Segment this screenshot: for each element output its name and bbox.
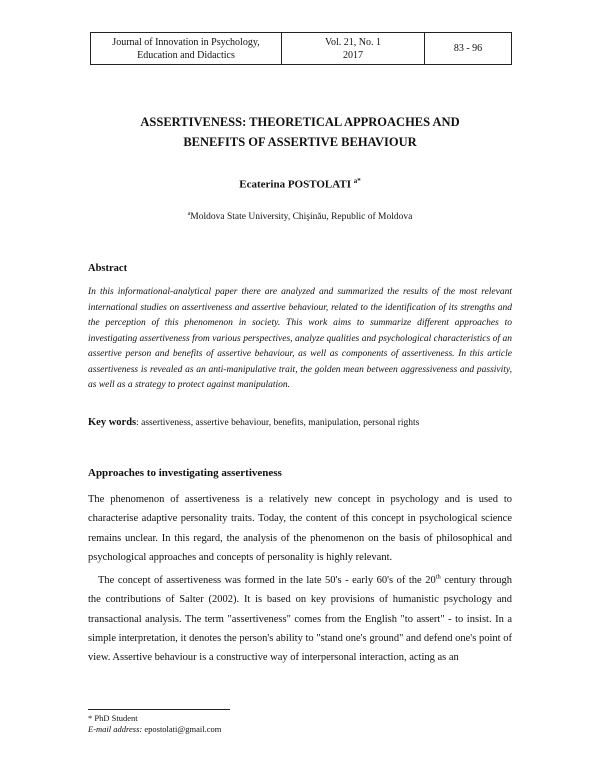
- ordinal-superscript: th: [435, 573, 441, 581]
- body-paragraph-2: [88, 571, 512, 667]
- affiliation-mark: a: [187, 211, 191, 217]
- paper-title: [60, 112, 540, 152]
- journal-name-cell: [91, 33, 282, 65]
- volume-issue: Vol. 21, No. 1: [325, 36, 381, 48]
- journal-name-line2: Education and Didactics: [137, 49, 235, 61]
- abstract-heading: Abstract: [88, 263, 128, 274]
- abstract-text: In this informational-analytical paper there are analyzed and summarized the results of the most relevant international studies on assertiveness and assertive behaviour, related to the identification of its strengths and the perception of this phenomenon in society. This work aims to summarize different approaches to investigating assertiveness from various perspectives, analyze qualities and psychological characteristics of an assertive person and benefits of assertive behaviour, as well as components of assertiveness. In this article assertiveness is revealed as an anti-manipulative trait, the golden mean between aggressiveness and passivity, as well as a strategy to protect against manipulation.: [88, 287, 512, 390]
- author-marks: a*: [353, 177, 361, 185]
- footnote: [88, 713, 221, 735]
- keywords: [88, 417, 512, 428]
- body-paragraph-1: The phenomenon of assertiveness is a relatively new concept in psychology and is used to characterise adaptive personality traits. Today, the content of this concept in psychological science remains unclear. In this regard, the analysis of the phenomenon on the basis of philosophical and psychological approaches and concepts of personality is highly relevant.: [88, 494, 512, 563]
- keywords-label: Key words: [88, 417, 137, 428]
- paragraph-2-part-a: The concept of assertiveness was formed in the late 50's - early 60's of the 20: [98, 575, 436, 586]
- journal-header: [90, 32, 512, 65]
- pages-cell: [425, 33, 512, 65]
- volume-cell: [282, 33, 425, 65]
- author-name: Ecaterina POSTOLATI: [239, 178, 351, 191]
- paragraph-2-part-b: century through the contributions of Salter (2002). It is based on key provisions of humanistic psychology and transactional analysis. The term "assertiveness" comes from the English "to assert" - to insist. In a simple interpretation, it denotes the person's ability to "stand one's ground" and defend one's point of view. Assertive behaviour is a constructive way of interpersonal interaction, acting as an: [88, 575, 512, 664]
- journal-name-line1: Journal of Innovation in Psychology,: [112, 36, 260, 48]
- keywords-text: : assertiveness, assertive behaviour, benefits, manipulation, personal rights: [136, 418, 420, 428]
- title-line1: ASSERTIVENESS: THEORETICAL APPROACHES AND: [140, 115, 460, 129]
- affiliation: [60, 211, 540, 222]
- email-label: E-mail address:: [88, 724, 143, 734]
- footnote-email-line: [88, 724, 221, 735]
- title-line2: BENEFITS OF ASSERTIVE BEHAVIOUR: [183, 135, 417, 149]
- affiliation-text: Moldova State University, Chişinău, Republic of Moldova: [190, 212, 413, 223]
- email-address: epostolati@gmail.com: [142, 724, 222, 734]
- footnote-student: * PhD Student: [88, 713, 138, 723]
- section-heading: Approaches to investigating assertiveness: [88, 467, 282, 479]
- page-range: 83 - 96: [453, 43, 483, 54]
- author: [60, 177, 540, 191]
- footnote-divider: [88, 709, 230, 710]
- volume-year: 2017: [343, 49, 363, 61]
